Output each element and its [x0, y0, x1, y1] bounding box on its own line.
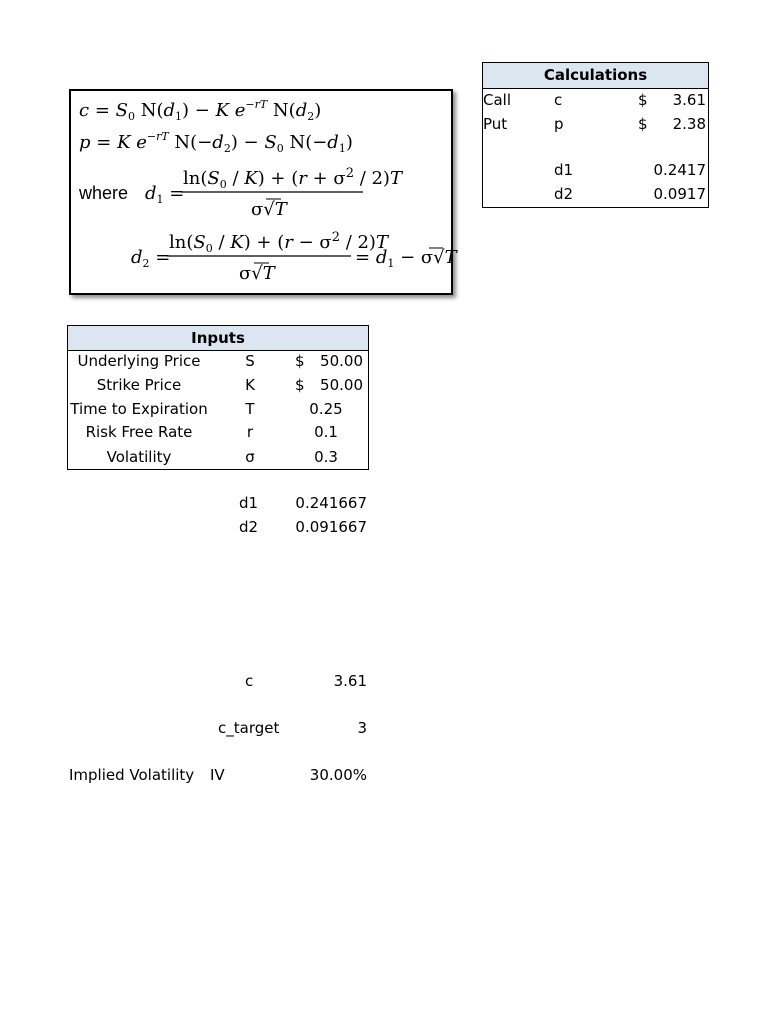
- formula-d1-lhs: $d_1$ =: [145, 183, 185, 206]
- formula-call: $c = S_0$ $N(d_1) - K$ $e^{-rT}$ $N(d_2)$: [79, 98, 322, 123]
- d2-label[interactable]: d2: [239, 518, 259, 536]
- input-symbol-s[interactable]: S: [245, 352, 255, 370]
- calc-currency-c[interactable]: $: [638, 91, 648, 109]
- calc-symbol-d2[interactable]: d2: [554, 185, 574, 203]
- formula-d2-denominator: σ√T: [239, 263, 275, 284]
- formula-graphic: [71, 91, 457, 293]
- input-label-risk-free-rate[interactable]: Risk Free Rate: [85, 423, 193, 441]
- inputs-table: [67, 325, 369, 470]
- formula-d2-lhs: $d_2$ =: [131, 247, 171, 270]
- input-symbol-sigma[interactable]: σ: [245, 448, 255, 466]
- input-value-k[interactable]: 50.00: [320, 376, 363, 394]
- input-currency-k[interactable]: $: [295, 376, 305, 394]
- input-label-time-to-expiration[interactable]: Time to Expiration: [70, 400, 208, 418]
- calc-value-c[interactable]: 3.61: [672, 91, 706, 109]
- calc-value-d2[interactable]: 0.0917: [653, 185, 706, 203]
- formula-d2-rhs: = $d_1 - \sigma√T$: [355, 247, 457, 270]
- black-scholes-formula-image: [69, 89, 457, 295]
- formula-d1-numerator: $\ln(S_0 / K) + (r + \sigma^2 / 2)T$: [183, 166, 402, 191]
- calculations-header: Calculations: [483, 63, 708, 89]
- calc-symbol-p[interactable]: p: [554, 115, 564, 133]
- d1-label[interactable]: d1: [239, 494, 259, 512]
- inputs-header: Inputs: [68, 326, 368, 351]
- calc-currency-p[interactable]: $: [638, 115, 648, 133]
- c-target-value[interactable]: 3: [357, 719, 367, 737]
- d2-value[interactable]: 0.091667: [295, 518, 367, 536]
- input-symbol-t[interactable]: T: [245, 400, 255, 418]
- calc-label-put[interactable]: Put: [483, 115, 508, 133]
- c-value[interactable]: 3.61: [333, 672, 367, 690]
- calculations-table: [482, 62, 709, 208]
- input-value-t[interactable]: 0.25: [309, 400, 343, 418]
- calc-symbol-d1[interactable]: d1: [554, 161, 574, 179]
- calc-label-call[interactable]: Call: [483, 91, 512, 109]
- formula-d2-numerator: $\ln(S_0 / K) + (r - \sigma^2 / 2)T$: [169, 230, 388, 255]
- input-label-underlying-price[interactable]: Underlying Price: [77, 352, 201, 370]
- c-target-label[interactable]: c_target: [218, 719, 280, 737]
- implied-volatility-text[interactable]: Implied Volatility: [69, 766, 195, 784]
- calc-value-p[interactable]: 2.38: [672, 115, 706, 133]
- d1-value[interactable]: 0.241667: [295, 494, 367, 512]
- input-label-strike-price[interactable]: Strike Price: [96, 376, 182, 394]
- input-currency-s[interactable]: $: [295, 352, 305, 370]
- input-symbol-r[interactable]: r: [246, 423, 254, 441]
- input-value-sigma[interactable]: 0.3: [314, 448, 338, 466]
- iv-label[interactable]: IV: [210, 766, 225, 784]
- input-symbol-k[interactable]: K: [245, 376, 255, 394]
- iv-value[interactable]: 30.00%: [309, 766, 367, 784]
- calc-value-d1[interactable]: 0.2417: [653, 161, 706, 179]
- formula-put: p = K $e^{-rT}$ $N(-d_2) - S_0$ $N(-d_1)$: [79, 130, 353, 155]
- input-label-volatility[interactable]: Volatility: [106, 448, 172, 466]
- input-value-r[interactable]: 0.1: [314, 423, 338, 441]
- calc-symbol-c[interactable]: c: [554, 91, 563, 109]
- formula-where: where: [79, 183, 129, 203]
- input-value-s[interactable]: 50.00: [320, 352, 363, 370]
- formula-d1-denominator: σ√T: [251, 199, 287, 220]
- c-label[interactable]: c: [245, 672, 254, 690]
